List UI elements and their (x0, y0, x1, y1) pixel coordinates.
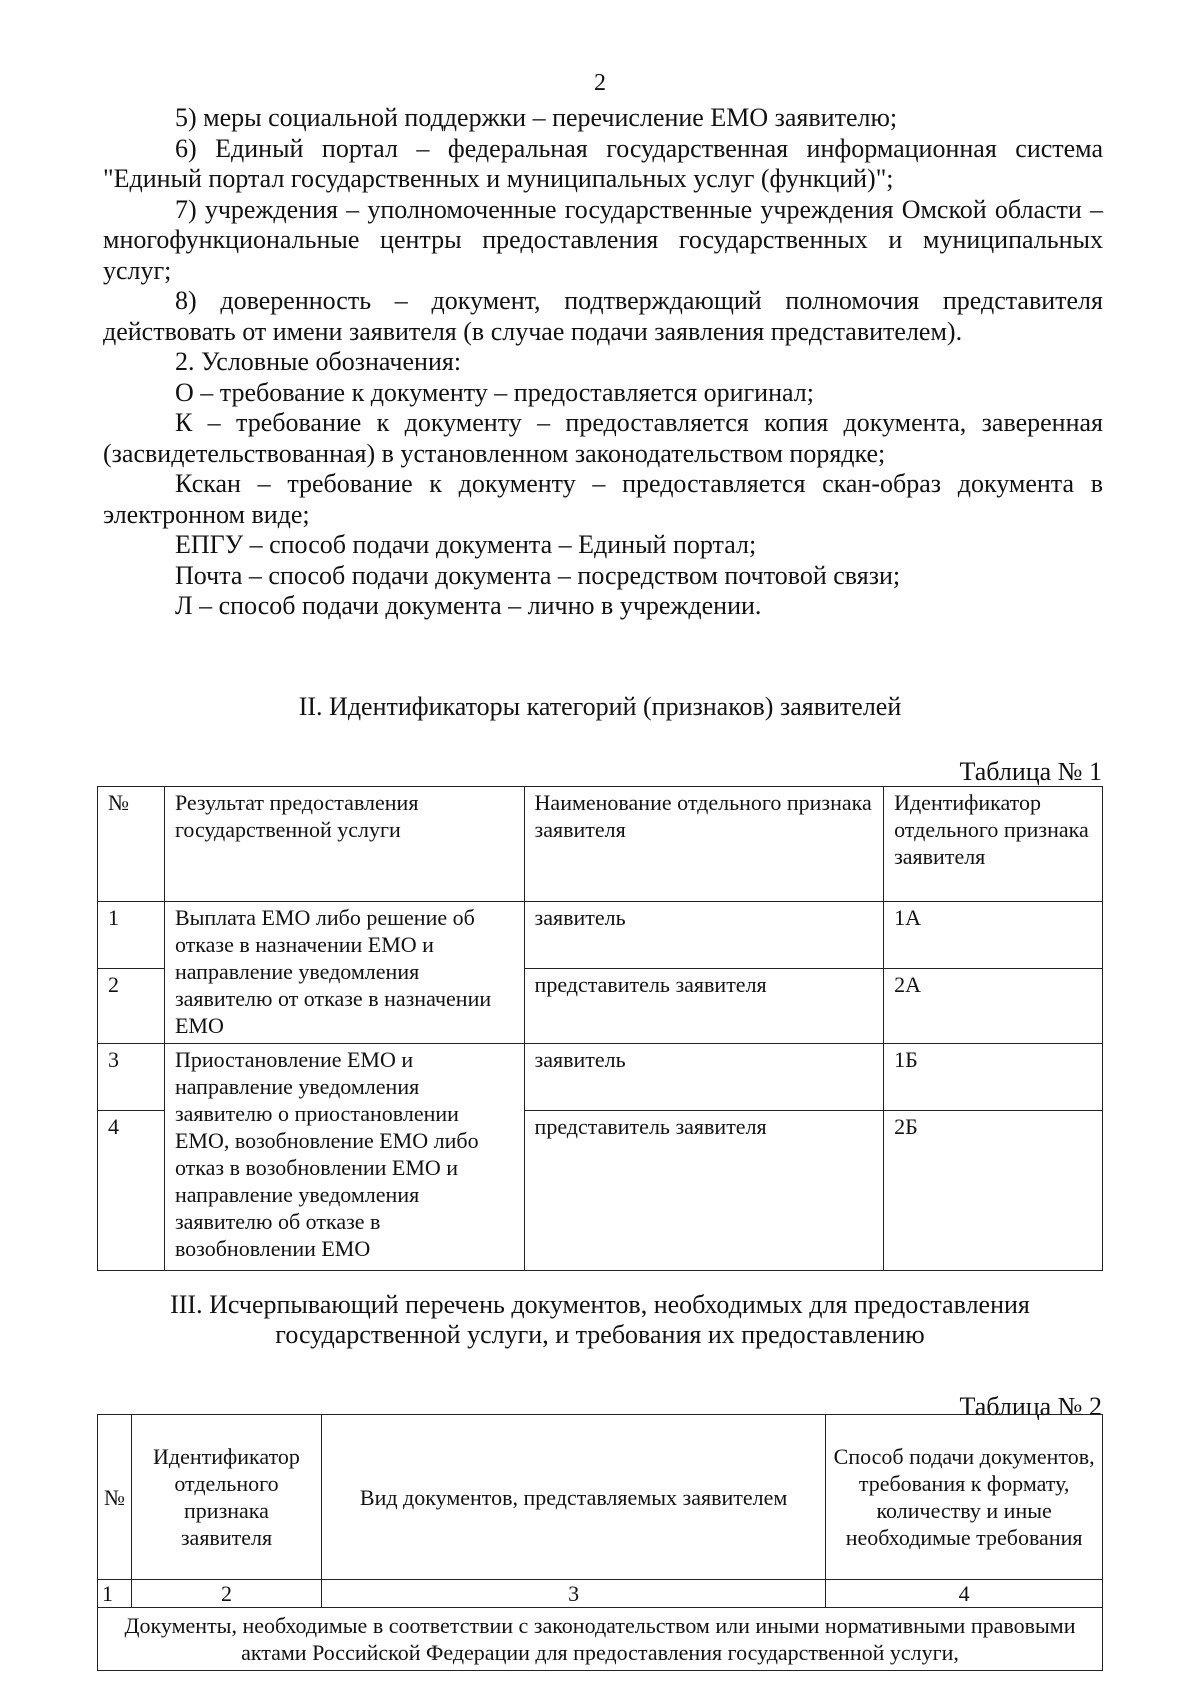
row-num: 4 (98, 1111, 165, 1271)
table-header-row (98, 1415, 1103, 1580)
row-num: 2 (98, 969, 165, 1044)
column-number: 1 (98, 1580, 132, 1608)
row-sign: представитель заявителя (524, 1111, 884, 1271)
column-number: 2 (132, 1580, 322, 1608)
header-cell-identifier: Идентификатор отдельного признака заявителя (884, 787, 1103, 902)
definitions-block (103, 103, 1103, 622)
row-sign: заявитель (524, 1044, 884, 1111)
table-span-row (98, 1608, 1103, 1671)
applicant-identifiers-table (97, 786, 1103, 1271)
definition-6: 6) Единый портал – федеральная государственная информационная система "Единый портал государственных и муниципальных услуг (функций)"; (103, 133, 1103, 193)
column-numbers-row (98, 1580, 1103, 1608)
span-row-text: Документы, необходимые в соответствии с законодательством или иными нормативными правовыми актами Российской Федерации для предоставления государственной услуги, (98, 1608, 1103, 1671)
legend-item-l: Л – способ подачи документа – лично в учреждении. (175, 591, 762, 620)
legend-item-k: К – требование к документу – предоставляется копия документа, заверенная (засвидетельствованная) в установленном законодательством порядке; (103, 408, 1103, 468)
definition-7: 7) учреждения – уполномоченные государственные учреждения Омской области – многофункциональные центры предоставления государственных и муниципальных услуг; (103, 194, 1103, 285)
row-identifier: 2Б (884, 1111, 1103, 1271)
row-identifier: 1А (884, 902, 1103, 969)
column-number: 4 (826, 1580, 1103, 1608)
row-sign: представитель заявителя (524, 969, 884, 1044)
row-result: Выплата ЕМО либо решение об отказе в назначении ЕМО и направление уведомления заявителю от отказе в назначении ЕМО (164, 902, 524, 1044)
header-cell-result: Результат предоставления государственной услуги (164, 787, 524, 902)
row-sign: заявитель (524, 902, 884, 969)
column-number: 3 (321, 1580, 825, 1608)
row-identifier: 2А (884, 969, 1103, 1044)
row-identifier: 1Б (884, 1044, 1103, 1111)
header-cell-document-type: Вид документов, представляемых заявителем (321, 1415, 825, 1580)
definition-8: 8) доверенность – документ, подтверждающий полномочия представителя действовать от имени заявителя (в случае подачи заявления представителем). (103, 286, 1103, 346)
row-num: 3 (98, 1044, 165, 1111)
row-num: 1 (98, 902, 165, 969)
section-2-title: II. Идентификаторы категорий (признаков) заявителей (298, 692, 902, 721)
table-header-row (98, 787, 1103, 902)
legend-item-epgu: ЕПГУ – способ подачи документа – Единый портал; (175, 530, 757, 559)
definition-5: 5) меры социальной поддержки – перечисление ЕМО заявителю; (175, 103, 898, 132)
legend-heading: 2. Условные обозначения: (175, 347, 462, 376)
table-2-caption: Таблица № 2 (959, 1392, 1102, 1421)
table-1-caption: Таблица № 1 (959, 757, 1102, 786)
documents-table (97, 1414, 1103, 1671)
legend-item-kscan: Кскан – требование к документу – предоставляется скан-образ документа в электронном виде; (103, 469, 1103, 529)
section-3-title: III. Исчерпывающий перечень документов, необходимых для предоставления государственной услуги, и требования их предоставлению (170, 1290, 1030, 1349)
row-result: Приостановление ЕМО и направление уведомления заявителю о приостановлении ЕМО, возобновление ЕМО либо отказ в возобновлении ЕМО и направление уведомления заявителю об отказе в возобновлении ЕМО (164, 1044, 524, 1271)
header-cell-sign-name: Наименование отдельного признака заявителя (524, 787, 884, 902)
legend-item-o: О – требование к документу – предоставляется оригинал; (175, 377, 814, 407)
header-cell-num: № (98, 787, 165, 902)
header-cell-num: № (98, 1415, 132, 1580)
header-cell-identifier: Идентификатор отдельного признака заявителя (132, 1415, 322, 1580)
table-row (98, 1044, 1103, 1111)
table-row (98, 902, 1103, 969)
page-number: 2 (594, 70, 606, 96)
legend-item-pochta: Почта – способ подачи документа – посредством почтовой связи; (175, 560, 901, 590)
header-cell-submission-method: Способ подачи документов, требования к формату, количеству и иные необходимые требования (826, 1415, 1103, 1580)
